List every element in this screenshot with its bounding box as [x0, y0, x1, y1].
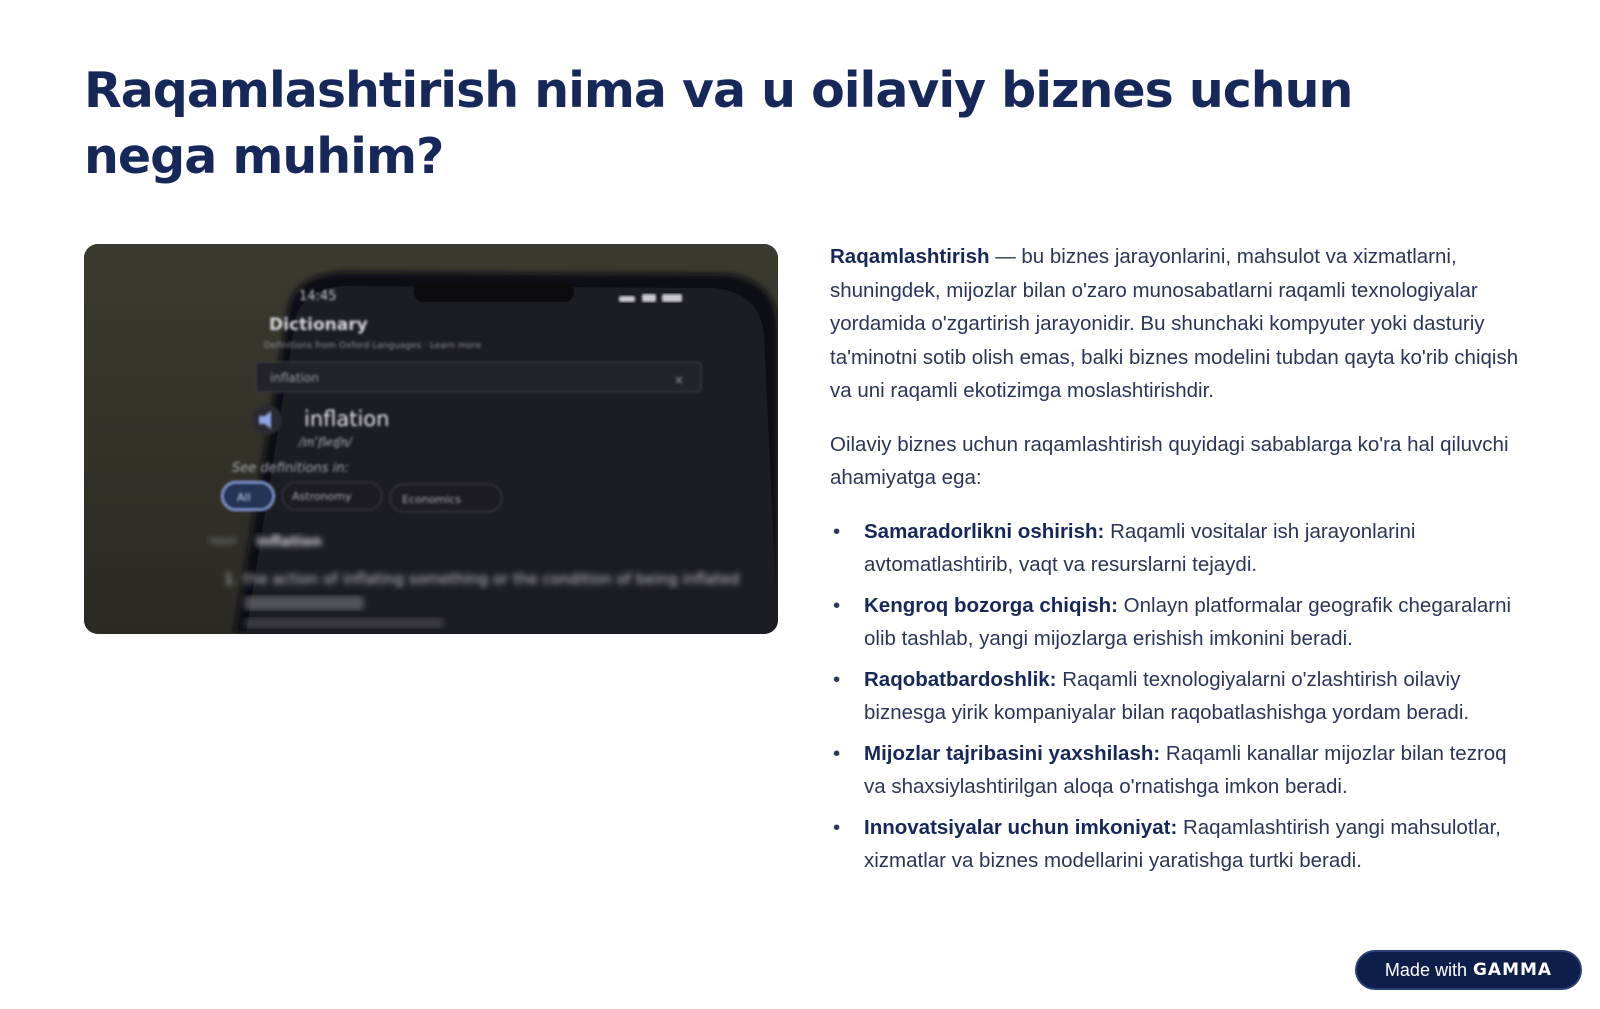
bullet-text: Raqamli vositalar ish jarayonlarini avtomatlashtirib, vaqt va resurslarni tejaydi. [864, 519, 1416, 576]
bullet-term: Mijozlar tajribasini yaxshilash: [864, 741, 1161, 765]
list-item [830, 737, 1530, 804]
dictionary-search-box [256, 362, 701, 392]
dictionary-title: Dictionary [269, 315, 368, 335]
dictionary-subtitle: Definitions from Oxford Languages · Learn more [264, 341, 482, 351]
chip-astronomy-label: Astronomy [292, 490, 352, 503]
list-item [830, 515, 1530, 582]
phone-dictionary-photo [84, 244, 778, 634]
chip-all-label: All [237, 491, 251, 504]
bullet-term: Innovatsiyalar uchun imkoniyat: [864, 815, 1178, 839]
bullet-dot: • [833, 741, 841, 765]
chip-economics-label: Economics [402, 493, 461, 506]
reasons-intro: Oilaviy biznes uchun raqamlashtirish quyidagi sabablarga ko'ra hal qiluvchi ahamiyatga ega: [830, 432, 1509, 489]
gamma-logo: GAMMA [1472, 960, 1553, 980]
definition-text: 1. the action of inflating something or the condition of being inflated [224, 570, 740, 588]
bullet-dot: • [833, 667, 841, 691]
page-title: Raqamlashtirish nima va u oilaviy biznes uchun nega muhim? [84, 62, 1353, 185]
badge-prefix: Made with [1384, 959, 1467, 980]
noun-word: inflation [256, 534, 322, 550]
bullet-dot: • [833, 593, 841, 617]
intro-lead: Raqamlashtirish [830, 245, 990, 268]
status-time: 14:45 [299, 289, 337, 304]
list-item [830, 663, 1530, 730]
intro-text: — bu biznes jarayonlarini, mahsulot va xizmatlarni, shuningdek, mijozlar bilan o'zaro munosabatlarni raqamli texnologiyalar yordamida o'zgartirish jarayonidir. Bu shunchaki kompyuter yoki dasturiy ta'minotni sotib olish emas, balki biznes modelini tubdan qayta ko'rib chiqish va uni raqamli ekotizimga moslashtirishdir. [830, 245, 1519, 402]
bullet-text: Raqamlashtirish yangi mahsulotlar, xizmatlar va biznes modellarini yaratishga turtki beradi. [864, 815, 1501, 872]
dictionary-word: inflation [304, 407, 390, 431]
intro-paragraph [830, 240, 1530, 408]
see-definitions-label: See definitions in: [232, 461, 349, 476]
reasons-list [830, 515, 1530, 878]
bullet-dot: • [833, 815, 841, 839]
bullet-text: Onlayn platformalar geografik chegaralarni olib tashlab, yangi mijozlarga erishish imkonini beradi. [864, 593, 1512, 650]
bullet-term: Samaradorlikni oshirish: [864, 519, 1105, 543]
bullet-dot: • [833, 519, 841, 543]
dictionary-search-value: inflation [270, 371, 319, 385]
bullet-text: Raqamli kanallar mijozlar bilan tezroq va shaxsiylashtirilgan aloqa o'rnatishga imkon beradi. [864, 741, 1507, 798]
content-column [830, 240, 1530, 885]
dictionary-phonetic: /ɪnˈfleɪʃn/ [299, 435, 352, 449]
bullet-text: Raqamli texnologiyalarni o'zlashtirish oilaviy biznesga yirik kompaniyalar bilan raqobatlashishga yordam beradi. [864, 667, 1470, 724]
bullet-term: Kengroq bozorga chiqish: [864, 593, 1118, 617]
made-with-gamma-badge[interactable] [1355, 950, 1582, 990]
noun-label: noun [209, 534, 237, 547]
list-item [830, 589, 1530, 656]
list-item [830, 811, 1530, 878]
bullet-term: Raqobatbardoshlik: [864, 667, 1057, 691]
close-icon: × [674, 373, 685, 387]
